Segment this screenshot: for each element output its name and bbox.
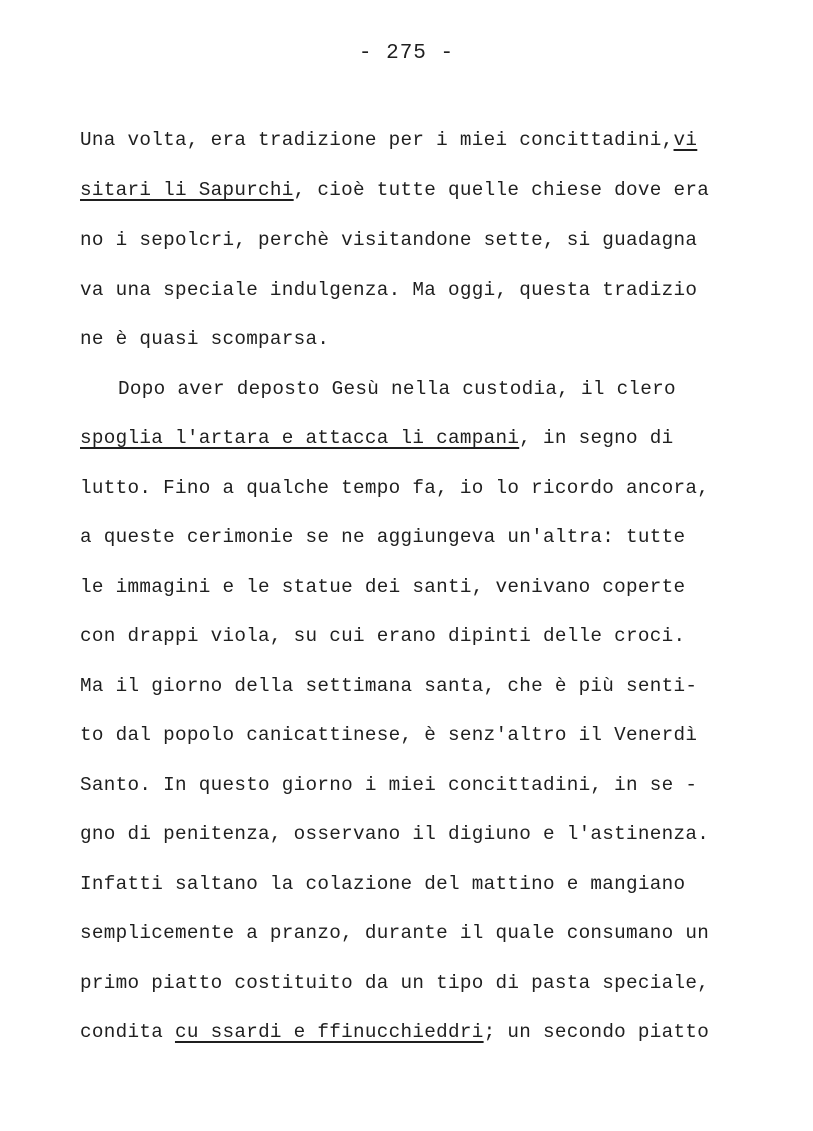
line-text: , cioè tutte quelle chiese dove era	[293, 179, 710, 201]
text-line	[80, 624, 685, 648]
underlined-text: cu ssardi e ffinucchieddri	[174, 1021, 484, 1043]
text-line	[80, 971, 709, 995]
underlined-text: vi	[673, 129, 698, 151]
line-text: to dal popolo canicattinese, è senz'altro il Venerdì	[80, 724, 698, 746]
text-line	[80, 575, 685, 599]
line-text: con drappi viola, su cui erano dipinti delle croci.	[80, 625, 686, 647]
line-text: condita	[80, 1021, 175, 1043]
line-text: ne è quasi scomparsa.	[80, 328, 330, 350]
text-line	[80, 128, 697, 152]
text-line	[80, 872, 685, 896]
line-text: va una speciale indulgenza. Ma oggi, questa tradizio	[80, 279, 698, 301]
page-number: - 275 -	[358, 42, 455, 65]
line-text: , in segno di	[519, 427, 674, 449]
line-text: Ma il giorno della settimana santa, che è più senti-	[80, 675, 698, 697]
text-line	[80, 476, 709, 500]
text-line	[80, 1020, 709, 1044]
line-text: no i sepolcri, perchè visitandone sette, si guadagna	[80, 229, 698, 251]
line-text: Santo. In questo giorno i miei concittadini, in se -	[80, 774, 698, 796]
paragraph-first-line	[118, 377, 676, 401]
text-line	[80, 822, 709, 846]
text-line	[80, 228, 697, 252]
text-line	[80, 773, 697, 797]
text-line	[80, 278, 697, 302]
text-line	[80, 178, 709, 202]
text-line	[80, 525, 685, 549]
underlined-text: sitari li Sapurchi	[80, 179, 294, 201]
line-text: a queste cerimonie se ne aggiungeva un'altra: tutte	[80, 526, 686, 548]
line-text: semplicemente a pranzo, durante il quale consumano un	[80, 922, 710, 944]
line-text: lutto. Fino a qualche tempo fa, io lo ricordo ancora,	[80, 477, 710, 499]
text-line	[80, 327, 329, 351]
line-text: primo piatto costituito da un tipo di pasta speciale,	[80, 972, 710, 994]
line-text: Infatti saltano la colazione del mattino e mangiano	[80, 873, 686, 895]
line-text: ; un secondo piatto	[483, 1021, 710, 1043]
line-text: le immagini e le statue dei santi, venivano coperte	[80, 576, 686, 598]
underlined-text: spoglia l'artara e attacca li campani	[80, 427, 520, 449]
line-text: gno di penitenza, osservano il digiuno e l'astinenza.	[80, 823, 710, 845]
text-line	[80, 921, 709, 945]
text-line	[80, 674, 697, 698]
line-text: Una volta, era tradizione per i miei concittadini,	[80, 129, 674, 151]
line-text: Dopo aver deposto Gesù nella custodia, il clero	[118, 378, 676, 400]
text-line	[80, 426, 674, 450]
text-line	[80, 723, 697, 747]
